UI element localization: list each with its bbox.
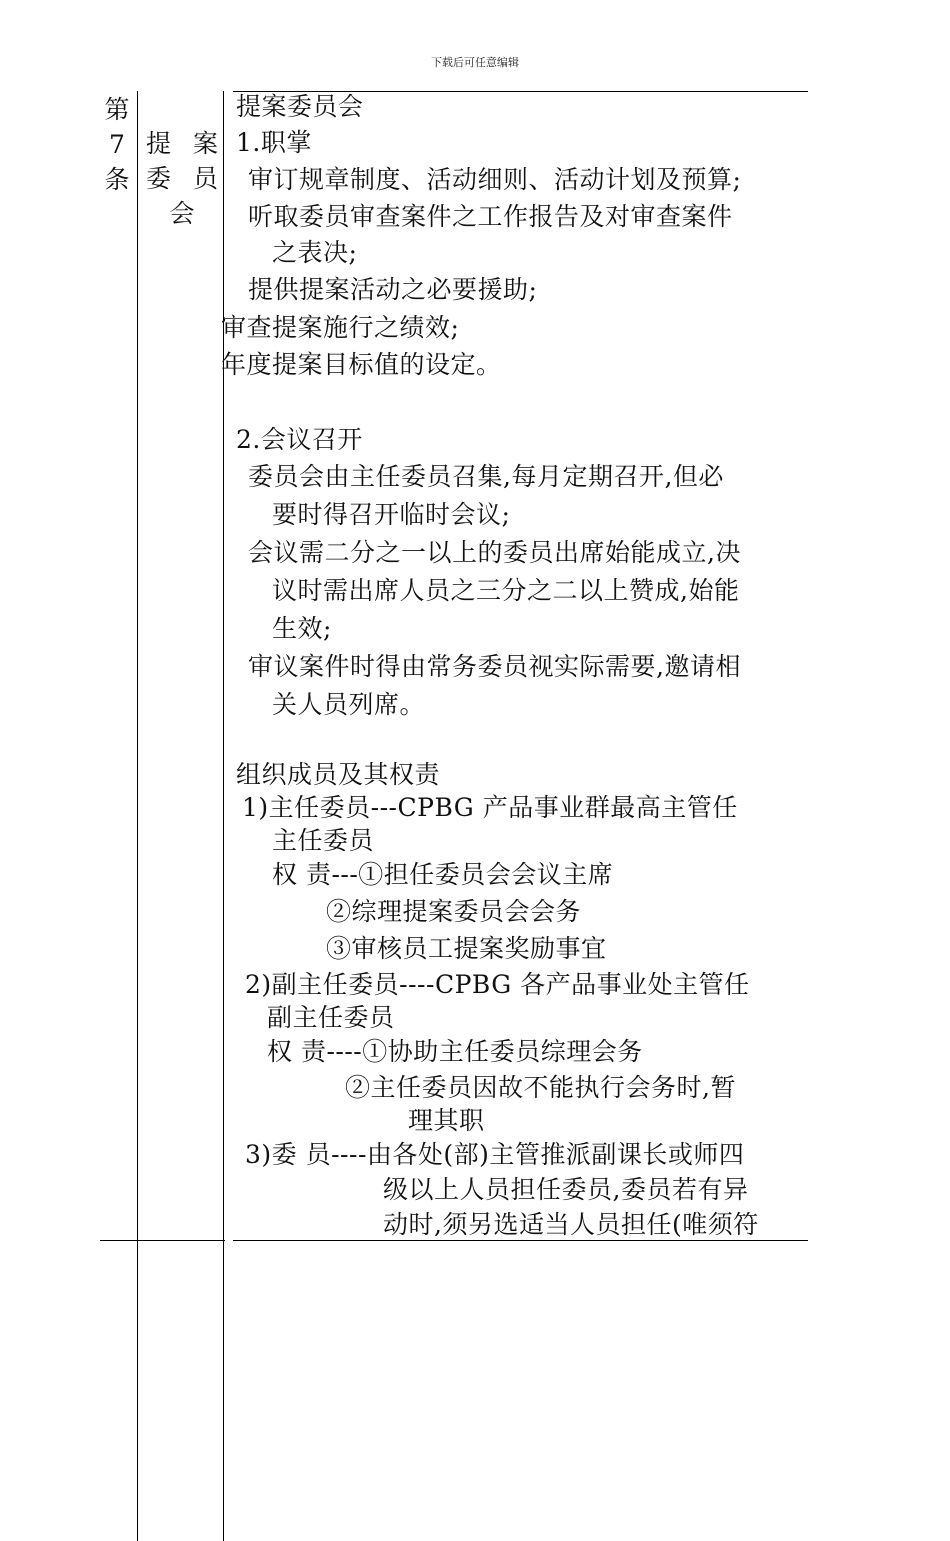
title-char: 案: [192, 129, 218, 158]
content-line: 生效;: [272, 614, 332, 643]
article-char: 第: [104, 95, 130, 124]
content-line: 关人员列席。: [272, 690, 426, 719]
title-char: 会: [169, 199, 195, 228]
column-divider-1: [137, 91, 138, 1541]
subsection-heading: 2.会议召开: [236, 425, 363, 454]
header-note: 下载后可任意编辑: [431, 56, 519, 69]
content-line: 审订规章制度、活动细则、活动计划及预算;: [248, 165, 742, 194]
content-line: 委员会由主任委员召集,每月定期召开,但必: [248, 462, 724, 491]
title-char: 提: [146, 129, 172, 158]
article-title: [146, 126, 218, 231]
column-divider-2: [223, 91, 224, 1541]
content-line: 理其职: [408, 1106, 485, 1135]
article-char: 7: [109, 130, 125, 159]
content-line: 3)委 员----由各处(部)主管推派副课长或师四: [245, 1140, 745, 1169]
content-line: 审议案件时得由常务委员视实际需要,邀请相: [248, 652, 741, 681]
title-char: 员: [192, 164, 218, 193]
content-line: 动时,须另选适当人员担任(唯须符: [383, 1210, 759, 1239]
content-line: 年度提案目标值的设定。: [221, 350, 502, 379]
content-line: 审查提案施行之绩效;: [221, 313, 460, 342]
content-line: ②综理提案委员会会务: [326, 897, 582, 926]
content-line: ③审核员工提案奖励事宜: [326, 934, 607, 963]
bottom-rule-right: [233, 1240, 808, 1241]
bottom-rule-left: [100, 1240, 225, 1241]
subsection-heading: 组织成员及其权责: [236, 760, 441, 789]
content-line: 听取委员审查案件之工作报告及对审查案件: [248, 202, 733, 231]
content-line: 权 责----①协助主任委员综理会务: [267, 1037, 643, 1066]
content-line: 主任委员: [272, 826, 375, 855]
content-line: 会议需二分之一以上的委员出席始能成立,决: [248, 538, 741, 567]
content-line: 副主任委员: [267, 1003, 395, 1032]
section-heading: 提案委员会: [236, 92, 364, 121]
subsection-heading: 1.职掌: [236, 128, 312, 157]
content-line: 2)副主任委员----CPBG 各产品事业处主管任: [245, 970, 750, 999]
article-number: [102, 92, 132, 197]
content-line: 议时需出席人员之三分之二以上赞成,始能: [272, 576, 740, 605]
title-char: 委: [146, 164, 172, 193]
article-char: 条: [104, 165, 130, 194]
content-line: 提供提案活动之必要援助;: [248, 275, 538, 304]
content-line: ②主任委员因故不能执行会务时,暂: [345, 1073, 736, 1102]
content-line: 级以上人员担任委员,委员若有异: [383, 1175, 749, 1204]
content-line: 要时得召开临时会议;: [272, 500, 511, 529]
content-line: 之表决;: [272, 238, 358, 267]
content-line: 1)主任委员---CPBG 产品事业群最高主管任: [242, 793, 738, 822]
content-line: 权 责---①担任委员会会议主席: [272, 860, 614, 889]
